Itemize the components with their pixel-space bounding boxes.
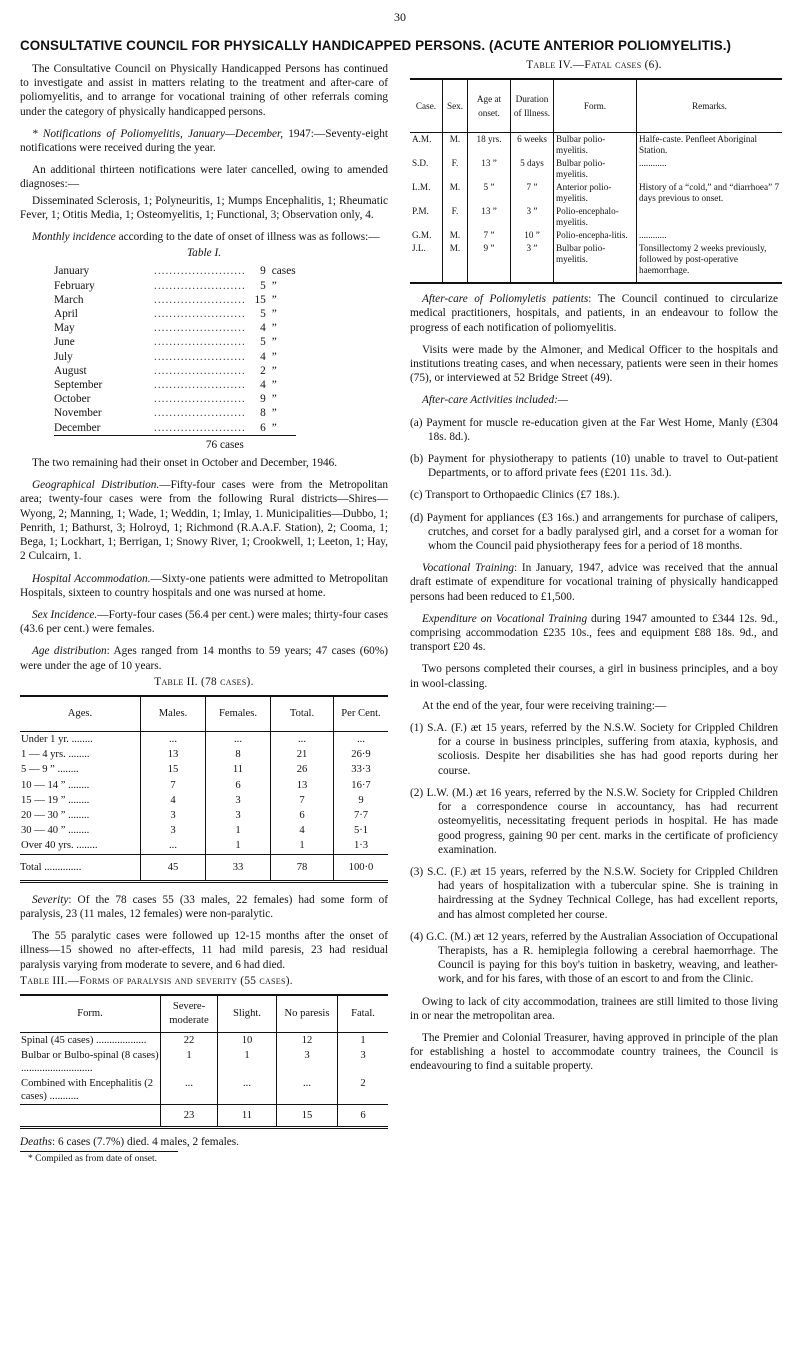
- t4-header-age: Age at onset.: [468, 79, 511, 133]
- fatal-case-cell: 3 ”: [511, 205, 554, 229]
- geographical-paragraph: [20, 478, 388, 563]
- paralysis-total-cell: 15: [277, 1104, 338, 1127]
- age-cell: 21: [271, 747, 334, 762]
- age-cell: 30 — 40 ” ........: [21, 825, 90, 837]
- age-cell: 9: [334, 793, 389, 808]
- month-count: 4: [260, 322, 266, 335]
- age-cell: ...: [206, 731, 271, 747]
- t3-header-severe: Severe-moderate: [161, 995, 218, 1033]
- fatal-case-cell: Polio-encephalo-myelitis.: [554, 205, 637, 229]
- fatal-case-cell: 6 weeks: [511, 133, 554, 158]
- age-cell: 13: [141, 747, 206, 762]
- month-row: [54, 307, 296, 321]
- age-cell: Over 40 yrs. ........: [21, 840, 98, 852]
- age-cell: ...: [141, 731, 206, 747]
- age-cell: 11: [206, 762, 271, 777]
- age-cell: 26·9: [334, 747, 389, 762]
- trainees-list: [410, 721, 778, 986]
- age-cell: ...: [271, 731, 334, 747]
- paralysis-cell: 22: [161, 1032, 218, 1048]
- table4-title: Table IV.—Fatal cases (6).: [526, 59, 662, 71]
- month-unit: cases: [271, 265, 296, 278]
- fatal-case-cell: M.: [443, 133, 468, 158]
- paralysis-cell: 2: [338, 1076, 389, 1105]
- age-paragraph: [20, 644, 388, 672]
- table3-title: Table III.—Forms of paralysis and severity (55 cases).: [20, 974, 293, 987]
- expenditure-paragraph: [410, 612, 778, 655]
- sex-paragraph: [20, 608, 388, 636]
- age-cell: 4: [141, 793, 206, 808]
- vocational-text: : In January, 1947, advice was received that the annual draft estimate of expenditure for vocational training of physically handicapped persons had been reduced to £1,500.: [410, 562, 779, 603]
- left-column: [20, 62, 388, 1166]
- month-unit: ”: [271, 322, 277, 335]
- leader-dots: ........................: [154, 265, 246, 278]
- age-row: [20, 808, 388, 823]
- paralysis-cell: 12: [277, 1032, 338, 1048]
- activity-item: (b) Payment for physiotherapy to patients (10) unable to travel to Out-patient Departments, or to afford private fees (£201 11s. 3d.).: [410, 453, 778, 480]
- fatal-case-cell: 13 ”: [468, 157, 511, 181]
- fatal-case-cell: 3 ”: [511, 242, 554, 283]
- fatal-case-row: [410, 157, 782, 181]
- leader-dots: ........................: [154, 322, 246, 335]
- t4-header-remarks: Remarks.: [637, 79, 783, 133]
- age-cell: 4: [271, 823, 334, 838]
- month-count: 4: [260, 379, 266, 392]
- month-row: [54, 364, 296, 378]
- fatal-case-cell: F.: [443, 157, 468, 181]
- months-total: 76 cases: [154, 435, 296, 452]
- additional-paragraph: An additional thirteen notifications were later cancelled, owing to amended diagnoses:—: [20, 164, 388, 191]
- page-number: 30: [394, 10, 406, 24]
- month-name: April: [54, 308, 78, 321]
- fatal-case-cell: A.M.: [412, 134, 432, 145]
- month-count: 5: [260, 308, 266, 321]
- paralytic-paragraph: The 55 paralytic cases were followed up 12-15 months after the onset of illness—15 showed no after-effects, 11 had mild paresis, 23 had residual paralysis varying from moderate to severe, and 6 had died.: [20, 930, 388, 971]
- age-total-cell: 78: [271, 854, 334, 881]
- month-unit: ”: [271, 379, 277, 392]
- t4-header-case: Case.: [410, 79, 443, 133]
- month-name: July: [54, 350, 73, 363]
- fatal-case-cell: M.: [443, 181, 468, 205]
- age-cell: 7: [141, 778, 206, 793]
- fatal-case-row: [410, 133, 782, 158]
- age-row: [20, 778, 388, 793]
- hospital-paragraph: [20, 572, 388, 600]
- age-cell: Under 1 yr. ........: [21, 733, 93, 745]
- month-name: March: [54, 293, 84, 306]
- t3-header-no-paresis: No paresis: [277, 995, 338, 1033]
- month-count: 5: [260, 279, 266, 292]
- t3-header-form: Form.: [20, 995, 161, 1033]
- t4-header-duration: Duration of Illness.: [511, 79, 554, 133]
- age-row: [20, 747, 388, 762]
- paralysis-total-cell: [20, 1104, 161, 1127]
- fatal-case-cell: Tonsillectomy 2 weeks previously, followed by post-operative haemorrhage.: [637, 242, 783, 283]
- paralysis-row: [20, 1076, 388, 1105]
- age-row: [20, 823, 388, 838]
- activities-heading: After-care Activities included:—: [422, 394, 568, 407]
- deaths-paragraph: [20, 1135, 388, 1149]
- fatal-case-cell: P.M.: [412, 206, 429, 217]
- monthly-text: according to the date of onset of illness was as follows:—: [115, 231, 380, 244]
- age-text: : Ages ranged from 14 months to 59 years; 47 cases (60%) were under the age of 10 years.: [20, 645, 388, 672]
- fatal-case-cell: M.: [443, 242, 468, 283]
- paralysis-cell: ...: [161, 1076, 218, 1105]
- paralysis-row: [20, 1032, 388, 1048]
- leader-dots: ........................: [154, 350, 246, 363]
- hospital-text: —Sixty-one patients were admitted to Metropolitan Hospitals, sixteen to country hospitals and one was nursed at home.: [20, 572, 389, 599]
- age-cell: 33·3: [334, 762, 389, 777]
- geographical-text: —Fifty-four cases were from the Metropolitan area; twenty-four cases were from the following Rural districts—Shires—Wyong, 2; Manning, 1; Wade, 1; Weddin, 1; Imlay, 1. Municipalities—Dubbo, 1; Penrith, 1; Bathurst, 3; Holroyd, 1; Richmond (R.A.A.F. Station), 2; Cooma, 1; Bega, 1; Lockhart, 1; Berrigan, 1; Snowy River, 1; Crookwell, 1; Leeton, 1; Hay, 2 Culcairn, 1.: [20, 479, 388, 563]
- severity-heading: Severity: [32, 893, 69, 906]
- fatal-case-cell: ............: [637, 157, 783, 181]
- age-row: [20, 838, 388, 854]
- fatal-case-cell: Bulbar polio-myelitis.: [554, 133, 637, 158]
- intro-paragraph: The Consultative Council on Physically Handicapped Persons has continued to investigate and assist in matters relating to the treatment and after-care of poliomyelitis, and to arrange for vocational training of other referrals coming under the category of physically handicapped persons.: [20, 63, 388, 118]
- month-row: [54, 421, 296, 436]
- age-cell: 13: [271, 778, 334, 793]
- fatal-case-row: [410, 205, 782, 229]
- leader-dots: ........................: [154, 407, 246, 420]
- paralysis-total-cell: 11: [218, 1104, 277, 1127]
- month-count: 9: [260, 265, 266, 278]
- month-unit: ”: [271, 364, 277, 377]
- month-count: 6: [260, 421, 266, 434]
- fatal-case-cell: 5 days: [511, 157, 554, 181]
- table3-paralysis-forms: [20, 994, 388, 1129]
- end-of-year-paragraph: At the end of the year, four were receiving training:—: [422, 699, 667, 712]
- fatal-case-cell: 10 ”: [511, 229, 554, 242]
- deaths-heading: Deaths: [20, 1135, 53, 1148]
- sex-text: —Forty-four cases (56.4 per cent.) were males; thirty-four cases (43.6 per cent.) were females.: [20, 608, 388, 636]
- paralysis-cell: Combined with Encephalitis (2 cases) ...........: [21, 1077, 154, 1102]
- leader-dots: ........................: [154, 421, 246, 434]
- paralysis-cell: 1: [338, 1032, 389, 1048]
- geographical-heading: Geographical Distribution.: [32, 479, 160, 492]
- month-unit: ”: [271, 308, 277, 321]
- trainee-item: (3) S.C. (F.) æt 15 years, referred by the N.S.W. Society for Crippled Children had years of hospitalization with a tubercular spine. She is training in hairdressing at the Sydney Technical College, has had excellent reports, and has almost completed her course.: [410, 865, 778, 921]
- activity-item: (c) Transport to Orthopaedic Clinics (£7 18s.).: [410, 489, 620, 502]
- month-row: [54, 264, 296, 278]
- notifications-text: 1947:—Seventy-eight notifications were received during the year.: [20, 127, 388, 155]
- spacer: [54, 435, 154, 452]
- owing-paragraph: Owing to lack of city accommodation, trainees are still limited to those living in or near the metropolitan area.: [410, 995, 778, 1022]
- fatal-case-cell: F.: [443, 205, 468, 229]
- age-cell: 7: [271, 793, 334, 808]
- two-persons-paragraph: Two persons completed their courses, a girl in business principles, and a boy in wool-classing.: [410, 663, 778, 690]
- month-row: [54, 293, 296, 307]
- age-cell: 6: [271, 808, 334, 823]
- month-name: February: [54, 279, 95, 292]
- paralysis-total-row: [20, 1104, 388, 1127]
- age-total-cell: 33: [206, 854, 271, 881]
- month-row: [54, 279, 296, 293]
- t2-header-total: Total.: [271, 696, 334, 732]
- t2-header-females: Females.: [206, 696, 271, 732]
- two-remaining-paragraph: The two remaining had their onset in October and December, 1946.: [32, 457, 338, 470]
- fatal-case-cell: Anterior polio-myelitis.: [554, 181, 637, 205]
- aftercare-heading: After-care of Poliomyletis patients: [422, 293, 589, 306]
- expenditure-text: during 1947 amounted to £344 12s. 9d., comprising accommodation £235 10s., fees and equipment £88 18s. 9d., and transport £20 4s.: [410, 612, 778, 654]
- age-total-row: [20, 854, 388, 881]
- trainee-item: (1) S.A. (F.) æt 15 years, referred by the N.S.W. Society for Crippled Children for a course in business principles, suffering from ataxia, kyphosis, and scoliosis. Despite her disabilities she has had good reports during her course.: [410, 722, 778, 777]
- age-cell: 16·7: [334, 778, 389, 793]
- age-cell: 6: [206, 778, 271, 793]
- leader-dots: ........................: [154, 336, 246, 349]
- vocational-paragraph: [410, 561, 778, 604]
- leader-dots: ........................: [154, 279, 246, 292]
- notifications-heading: * Notifications of Poliomyelitis, January—December,: [32, 127, 284, 140]
- right-column: [410, 58, 778, 1082]
- months-total-row: [54, 435, 296, 452]
- main-heading: CONSULTATIVE COUNCIL FOR PHYSICALLY HANDICAPPED PERSONS. (ACUTE ANTERIOR POLIOMYELITIS.): [20, 38, 732, 53]
- age-row: [20, 793, 388, 808]
- month-unit: ”: [271, 293, 277, 306]
- leader-dots: ........................: [154, 393, 246, 406]
- t2-header-males: Males.: [141, 696, 206, 732]
- fatal-case-row: [410, 229, 782, 242]
- age-cell: 7·7: [334, 808, 389, 823]
- monthly-heading: Monthly incidence: [32, 231, 116, 244]
- paralysis-total-cell: 6: [338, 1104, 389, 1127]
- trainee-item: (2) L.W. (M.) æt 16 years, referred by the N.S.W. Society for Crippled Children for a correspondence course in accountancy, has had recurrent osteomyelitis, necessitating frequent periods in hospital. He has made good progress, gaining 90 per cent. marks in the certificate of proficiency examination.: [410, 786, 778, 856]
- paralysis-cell: 1: [161, 1048, 218, 1076]
- month-unit: ”: [271, 393, 277, 406]
- month-count: 2: [260, 364, 266, 377]
- month-unit: ”: [271, 407, 277, 420]
- month-count: 9: [260, 393, 266, 406]
- fatal-case-cell: 9 ”: [468, 242, 511, 283]
- age-cell: ...: [141, 838, 206, 854]
- month-row: [54, 406, 296, 420]
- age-cell: ...: [334, 731, 389, 747]
- month-name: December: [54, 421, 101, 434]
- leader-dots: ........................: [154, 379, 246, 392]
- fatal-case-cell: Polio-encepha-litis.: [554, 229, 637, 242]
- hospital-heading: Hospital Accommodation.: [32, 572, 151, 585]
- age-cell: 3: [141, 823, 206, 838]
- activities-list: [410, 416, 778, 554]
- paralysis-cell: 10: [218, 1032, 277, 1048]
- expenditure-heading: Expenditure on Vocational Training: [422, 612, 588, 625]
- deaths-text: : 6 cases (7.7%) died. 4 males, 2 females.: [52, 1135, 239, 1148]
- aftercare-text: : The Council continued to circularize medical practitioners, hospitals, and patients, in an endeavour to follow the progress of each notification of poliomyelitis.: [410, 293, 778, 334]
- table4-fatal-cases: [410, 78, 782, 284]
- t2-header-percent: Per Cent.: [334, 696, 389, 732]
- month-name: August: [54, 364, 87, 377]
- age-cell: 8: [206, 747, 271, 762]
- cancelled-diagnoses: Disseminated Sclerosis, 1; Polyneuritis, 1; Mumps Encephalitis, 1; Rheumatic Fever, 1; Otitis Media, 1; Osteomyelitis, 1; Functional, 3; Observation only, 4.: [20, 194, 388, 221]
- fatal-case-cell: [637, 205, 783, 229]
- paralysis-cell: 1: [218, 1048, 277, 1076]
- age-cell: 3: [206, 808, 271, 823]
- age-total-cell: 45: [141, 854, 206, 881]
- month-count: 4: [260, 350, 266, 363]
- month-name: September: [54, 379, 103, 392]
- month-name: October: [54, 393, 91, 406]
- age-row: [20, 731, 388, 747]
- severity-text: : Of the 78 cases 55 (33 males, 22 females) had some form of paralysis, 23 (11 males, 12 females) were non-paralytic.: [20, 893, 388, 920]
- activity-item: (d) Payment for appliances (£3 16s.) and arrangements for purchase of calipers, crutches, and corset for a badly paralysed girl, and a corset for a woman for whom the Council paid physiotherapy fees for a period of 18 months.: [410, 511, 778, 553]
- fatal-case-cell: M.: [443, 229, 468, 242]
- paralysis-cell: ...: [218, 1076, 277, 1105]
- age-total-cell: 100·0: [334, 854, 389, 881]
- table2-age-distribution: [20, 695, 388, 883]
- month-name: January: [54, 265, 90, 278]
- t3-header-fatal: Fatal.: [338, 995, 389, 1033]
- vocational-heading: Vocational Training: [422, 562, 514, 575]
- month-name: November: [54, 407, 102, 420]
- fatal-case-cell: 5 ”: [468, 181, 511, 205]
- t4-header-sex: Sex.: [443, 79, 468, 133]
- age-cell: 20 — 30 ” ........: [21, 809, 90, 821]
- severity-paragraph: [20, 893, 388, 921]
- age-total-cell: Total ..............: [20, 854, 141, 881]
- activity-item: (a) Payment for muscle re-education given at the Far West Home, Manly (£304 18s. 8d.).: [410, 416, 778, 443]
- table1-monthly-incidence: [54, 264, 296, 452]
- leader-dots: ........................: [154, 308, 246, 321]
- month-row: [54, 378, 296, 392]
- age-cell: 1: [206, 838, 271, 854]
- month-count: 15: [254, 293, 266, 306]
- month-name: June: [54, 336, 75, 349]
- age-cell: 3: [141, 808, 206, 823]
- paralysis-total-cell: 23: [161, 1104, 218, 1127]
- fatal-case-row: [410, 242, 782, 283]
- month-name: May: [54, 322, 75, 335]
- fatal-case-cell: 13 ”: [468, 205, 511, 229]
- t2-header-ages: Ages.: [20, 696, 141, 732]
- fatal-case-cell: J.L.: [410, 242, 443, 283]
- month-unit: ”: [271, 336, 277, 349]
- fatal-case-cell: Halfe-caste. Penfleet Aboriginal Station.: [637, 133, 783, 158]
- fatal-case-cell: Bulbar polio-myelitis.: [554, 157, 637, 181]
- age-cell: 15: [141, 762, 206, 777]
- leader-dots: ........................: [154, 364, 246, 377]
- footnote: * Compiled as from date of onset.: [20, 1151, 178, 1166]
- aftercare-paragraph: [410, 292, 778, 335]
- fatal-case-cell: G.M.: [412, 230, 432, 241]
- month-row: [54, 321, 296, 335]
- month-row: [54, 335, 296, 349]
- month-row: [54, 350, 296, 364]
- paralysis-cell: Bulbar or Bulbo-spinal (8 cases) ...........................: [21, 1049, 159, 1074]
- month-unit: ”: [271, 421, 277, 434]
- leader-dots: ........................: [154, 293, 246, 306]
- paralysis-cell: ...: [277, 1076, 338, 1105]
- fatal-case-cell: History of a “cold,” and “diarrhoea” 7 days previous to onset.: [637, 181, 783, 205]
- month-row: [54, 392, 296, 406]
- age-cell: 1·3: [334, 838, 389, 854]
- paralysis-cell: 3: [277, 1048, 338, 1076]
- paralysis-cell: Spinal (45 cases) ...................: [21, 1034, 147, 1046]
- age-cell: 1 — 4 yrs. ........: [21, 749, 90, 761]
- age-cell: 15 — 19 ” ........: [21, 794, 90, 806]
- monthly-paragraph: [20, 230, 388, 244]
- fatal-case-cell: 7 ”: [511, 181, 554, 205]
- age-row: [20, 762, 388, 777]
- paralysis-row: [20, 1048, 388, 1076]
- visits-paragraph: Visits were made by the Almoner, and Medical Officer to the hospitals and institutions treating cases, and when necessary, patients were seen in their homes (75), or interviewed at 52 Bridge Street (49).: [410, 343, 778, 385]
- fatal-case-cell: 7 ”: [468, 229, 511, 242]
- age-cell: 5 — 9 ” ........: [21, 764, 79, 776]
- t4-header-form: Form.: [554, 79, 637, 133]
- age-heading: Age distribution: [32, 645, 107, 658]
- premier-paragraph: The Premier and Colonial Treasurer, having approved in principle of the plan for establishing a hostel to accommodate country trainees, the Council is endeavouring to find a suitable property.: [410, 1031, 778, 1073]
- month-count: 5: [260, 336, 266, 349]
- age-cell: 1: [206, 823, 271, 838]
- paralysis-cell: 3: [338, 1048, 389, 1076]
- trainee-item: (4) G.C. (M.) æt 12 years, referred by the Australian Association of Occupational Therapists, has a R. hemiplegia following a cerebral haemorrhage. The Council is paying for this boy's tuition in basketry, weaving, and leather-work, and for his fares, with those of an escort to and from the Clinic.: [410, 930, 778, 986]
- table1-title: Table I.: [186, 247, 222, 260]
- age-cell: 26: [271, 762, 334, 777]
- fatal-case-cell: 18 yrs.: [468, 133, 511, 158]
- month-unit: ”: [271, 279, 277, 292]
- t3-header-slight: Slight.: [218, 995, 277, 1033]
- fatal-case-cell: Bulbar polio-myelitis.: [554, 242, 637, 283]
- fatal-case-cell: S.D.: [412, 158, 429, 169]
- sex-heading: Sex Incidence.: [32, 608, 98, 621]
- fatal-case-cell: L.M.: [412, 182, 431, 193]
- age-cell: 3: [206, 793, 271, 808]
- notifications-paragraph: [20, 127, 388, 155]
- age-cell: 10 — 14 ” ........: [21, 779, 90, 791]
- age-cell: 1: [271, 838, 334, 854]
- table2-title: Table II. (78 cases).: [154, 675, 254, 688]
- age-cell: 5·1: [334, 823, 389, 838]
- month-unit: ”: [271, 350, 277, 363]
- month-count: 8: [260, 407, 266, 420]
- fatal-case-row: [410, 181, 782, 205]
- fatal-case-cell: ............: [637, 229, 783, 242]
